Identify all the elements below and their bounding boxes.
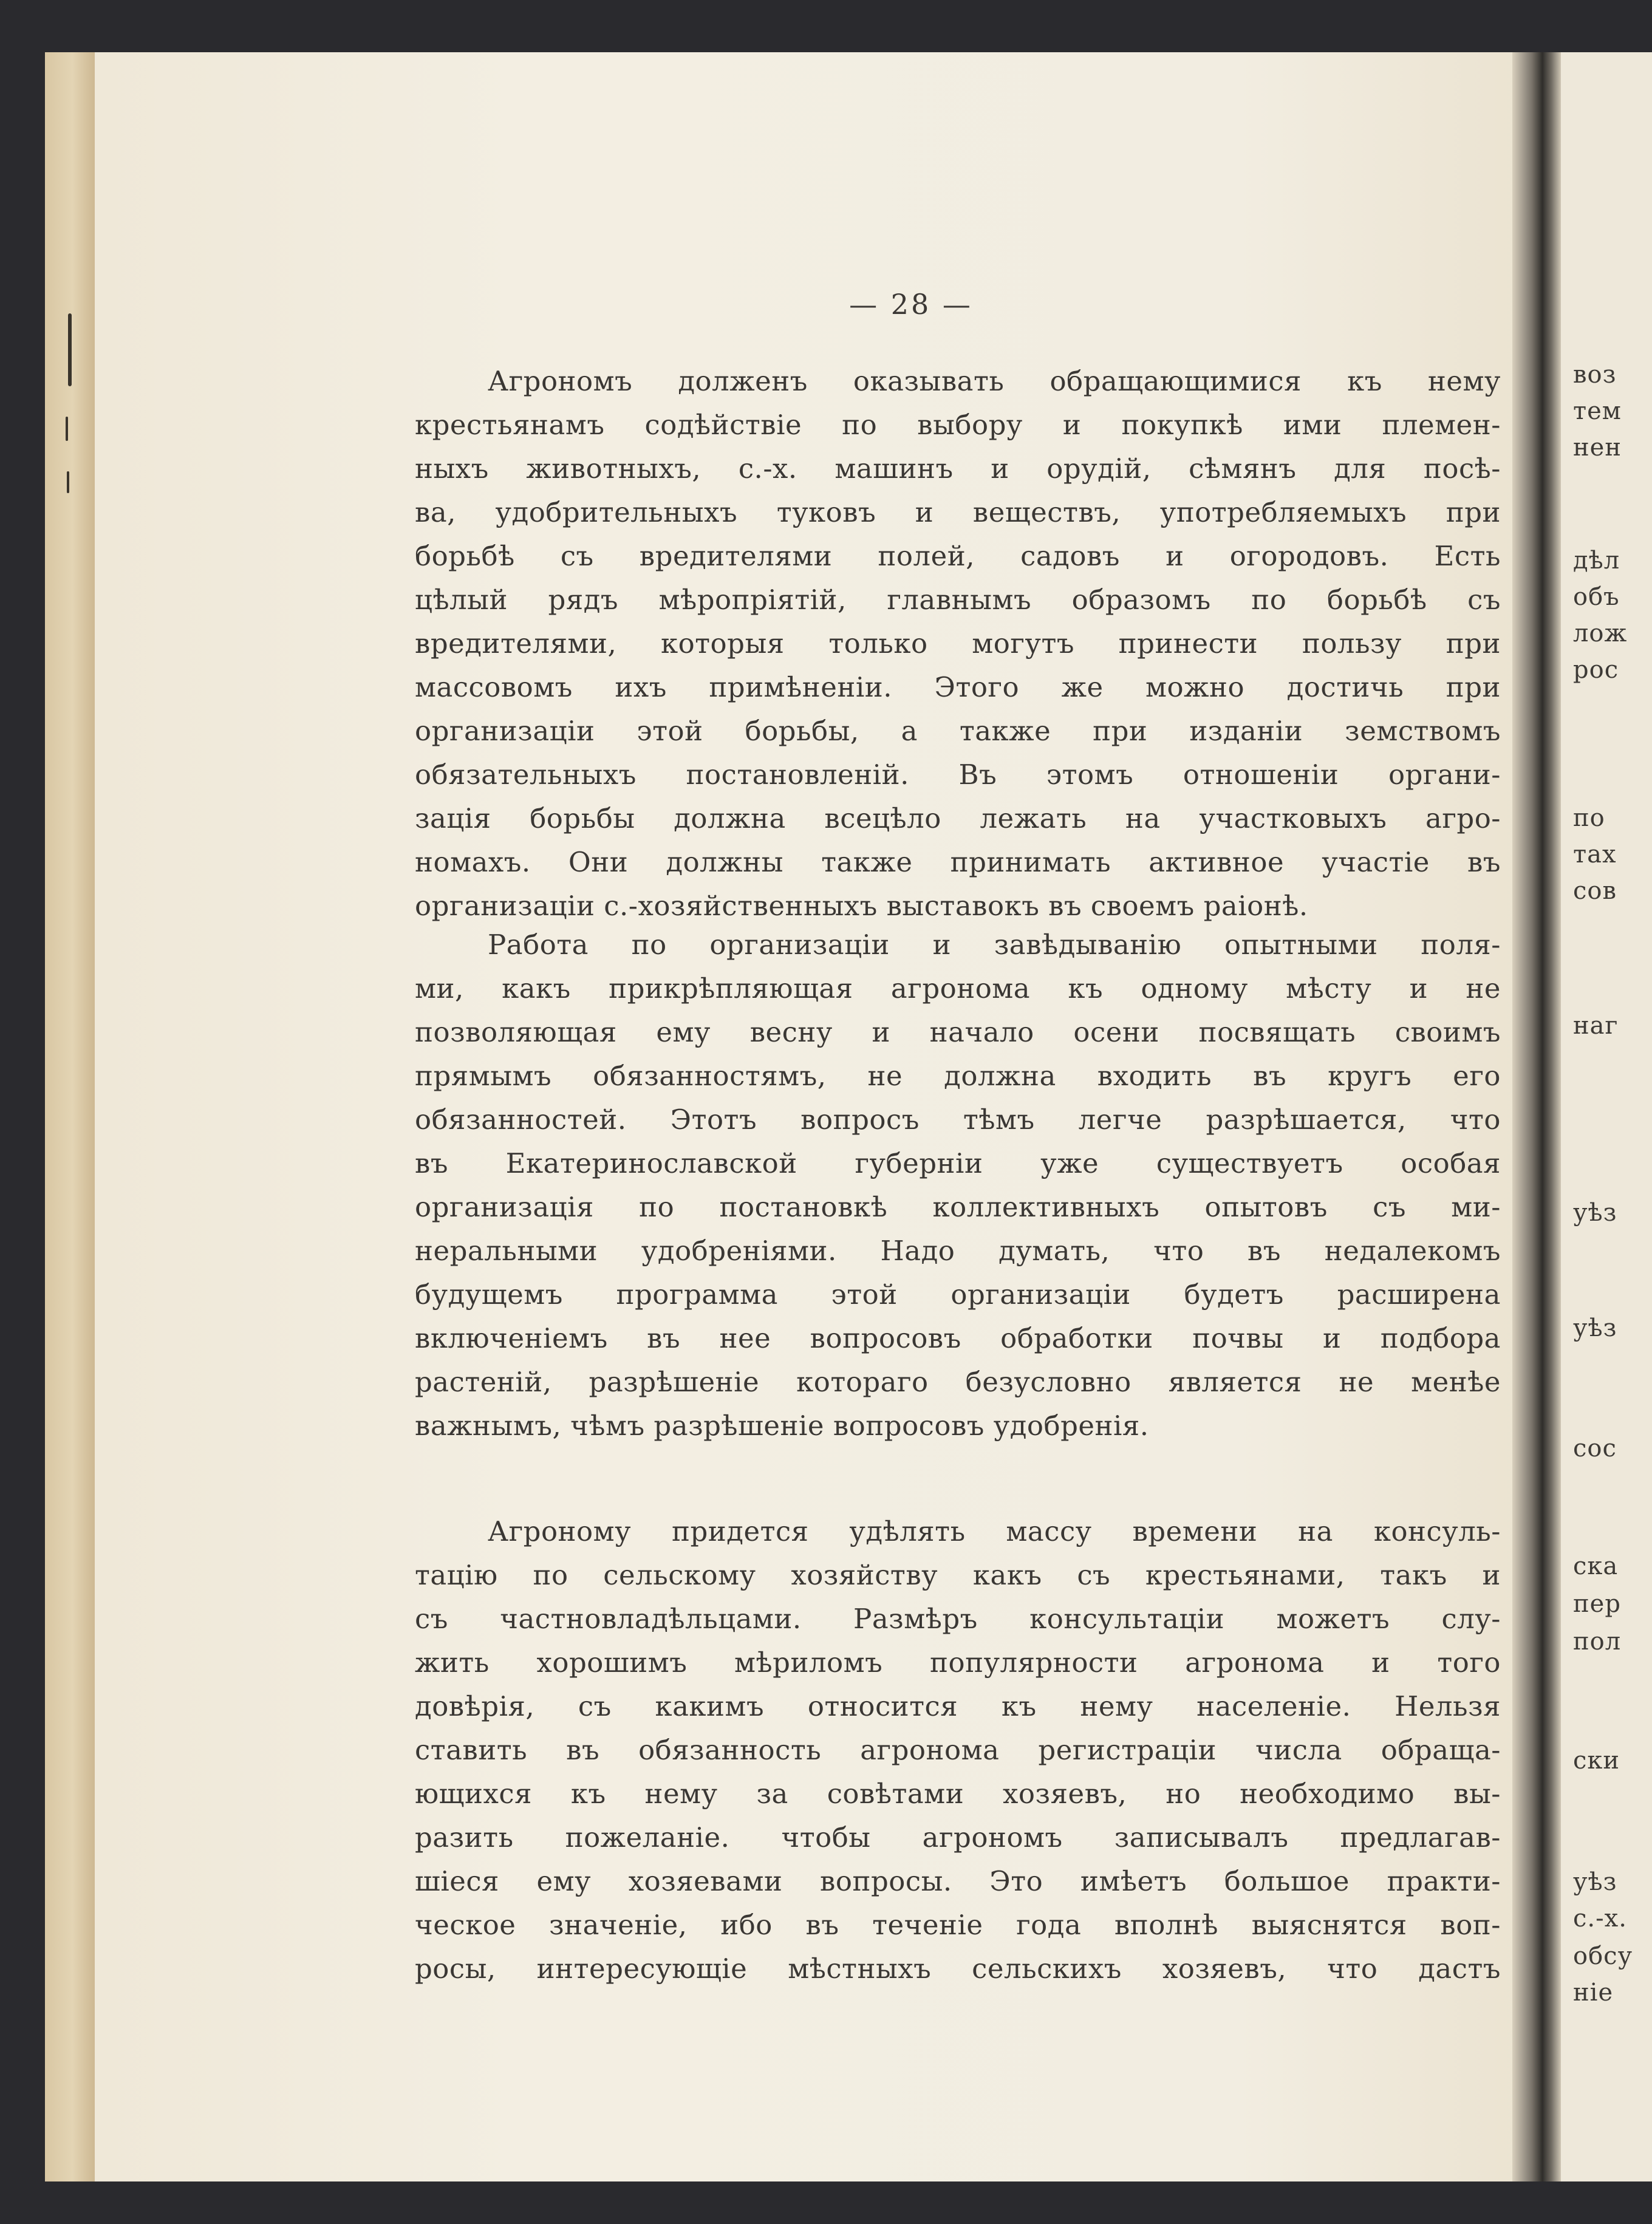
edge-ink-mark xyxy=(68,313,72,386)
paragraph-1 xyxy=(415,360,1501,928)
right-page-fragment-line: лож xyxy=(1573,619,1628,647)
right-page-fragment-line: сов xyxy=(1573,877,1617,905)
text-line: будущемъ программа этой организаціи будетъ расширена xyxy=(415,1278,1501,1311)
text-line: организація по постановкѣ коллективныхъ опытовъ съ ми- xyxy=(415,1191,1501,1223)
text-line: съ частновладѣльцами. Размѣръ консультаціи можетъ слу- xyxy=(415,1603,1501,1635)
text-line: прямымъ обязанностямъ, не должна входить въ кругъ его xyxy=(415,1060,1501,1092)
text-line: зація борьбы должна всецѣло лежать на участковыхъ агро- xyxy=(415,802,1501,834)
right-page-fragment-line: сос xyxy=(1573,1434,1617,1462)
text-line: ми, какъ прикрѣпляющая агронома къ одному мѣсту и не xyxy=(415,972,1501,1005)
text-line: ва, удобрительныхъ туковъ и веществъ, употребляемыхъ при xyxy=(415,496,1501,528)
text-line: вредителями, которыя только могутъ принести пользу при xyxy=(415,627,1501,660)
text-line: ющихся къ нему за совѣтами хозяевъ, но необходимо вы- xyxy=(415,1778,1501,1810)
text-line: важнымъ, чѣмъ разрѣшеніе вопросовъ удобренія. xyxy=(415,1410,1149,1442)
text-line: растеній, разрѣшеніе котораго безусловно является не менѣе xyxy=(415,1366,1501,1398)
text-line: массовомъ ихъ примѣненіи. Этого же можно достичь при xyxy=(415,671,1501,703)
paragraph-2 xyxy=(415,923,1501,1448)
right-page-fragment-line: пер xyxy=(1573,1590,1621,1618)
left-page-edge xyxy=(45,52,95,2181)
right-page-fragment-line: пол xyxy=(1573,1628,1622,1656)
text-line: обязанностей. Этотъ вопросъ тѣмъ легче разрѣшается, что xyxy=(415,1103,1501,1136)
right-page-fragment-line: обсу xyxy=(1573,1942,1633,1970)
text-line: ставить въ обязанность агронома регистраціи числа обраща- xyxy=(415,1734,1501,1766)
edge-ink-mark xyxy=(66,417,68,441)
right-page-fragment-line: уѣз xyxy=(1573,1314,1617,1342)
text-line: обязательныхъ постановленій. Въ этомъ отношеніи органи- xyxy=(415,759,1501,791)
text-line: росы, интересующіе мѣстныхъ сельскихъ хозяевъ, что дастъ xyxy=(415,1953,1501,1985)
right-page-fragment-line: уѣз xyxy=(1573,1199,1617,1227)
right-page-fragment-line: по xyxy=(1573,804,1605,832)
right-page-fragment-line: наг xyxy=(1573,1012,1619,1040)
text-line: Агроному придется удѣлять массу времени на консуль- xyxy=(488,1515,1501,1547)
text-line: жить хорошимъ мѣриломъ популярности агронома и того xyxy=(415,1646,1501,1679)
text-line: позволяющая ему весну и начало осени посвящать своимъ xyxy=(415,1016,1501,1048)
right-page-fragment xyxy=(1561,52,1652,2181)
text-line: шіеся ему хозяевами вопросы. Это имѣетъ большое практи- xyxy=(415,1865,1501,1897)
right-page-fragment-line: тах xyxy=(1573,841,1617,868)
text-line: ческое значеніе, ибо въ теченіе года вполнѣ выяснятся воп- xyxy=(415,1909,1501,1941)
text-line: разить пожеланіе. чтобы агрономъ записывалъ предлагав- xyxy=(415,1821,1501,1854)
text-line: номахъ. Они должны также принимать активное участіе въ xyxy=(415,846,1501,878)
page-number: — 28 — xyxy=(849,288,973,321)
edge-ink-mark xyxy=(67,471,69,493)
text-line: Агрономъ долженъ оказывать обращающимися къ нему xyxy=(488,365,1501,397)
right-page-fragment-line: ски xyxy=(1573,1747,1620,1775)
right-page-fragment-line: дѣл xyxy=(1573,547,1620,575)
right-page-fragment-line: с.-х. xyxy=(1573,1905,1627,1932)
book-gutter xyxy=(1512,52,1561,2181)
right-page-fragment-line: ска xyxy=(1573,1552,1619,1580)
text-line: тацію по сельскому хозяйству какъ съ крестьянами, такъ и xyxy=(415,1559,1501,1591)
text-line: цѣлый рядъ мѣропріятій, главнымъ образомъ по борьбѣ съ xyxy=(415,584,1501,616)
text-line: организаціи с.-хозяйственныхъ выставокъ въ своемъ раіонѣ. xyxy=(415,890,1308,922)
right-page-fragment-line: воз xyxy=(1573,361,1617,389)
right-page-fragment-line: объ xyxy=(1573,583,1620,611)
text-line: организаціи этой борьбы, а также при изданіи земствомъ xyxy=(415,715,1501,747)
right-page-fragment-line: ніе xyxy=(1573,1979,1614,2007)
text-line: крестьянамъ содѣйствіе по выбору и покупкѣ ими племен- xyxy=(415,409,1501,441)
text-line: борьбѣ съ вредителями полей, садовъ и огородовъ. Есть xyxy=(415,540,1501,572)
text-line: Работа по организаціи и завѣдыванію опытными поля- xyxy=(488,929,1501,961)
right-page-fragment-line: нен xyxy=(1573,434,1622,462)
text-line: довѣрія, съ какимъ относится къ нему населеніе. Нельзя xyxy=(415,1690,1501,1722)
text-line: неральными удобреніями. Надо думать, что въ недалекомъ xyxy=(415,1235,1501,1267)
text-line: ныхъ животныхъ, с.-х. машинъ и орудій, сѣмянъ для посѣ- xyxy=(415,452,1501,485)
paragraph-3 xyxy=(415,1510,1501,1991)
right-page-fragment-line: тем xyxy=(1573,397,1622,425)
text-line: въ Екатеринославской губерніи уже существуетъ особая xyxy=(415,1147,1501,1179)
text-line: включеніемъ въ нее вопросовъ обработки почвы и подбора xyxy=(415,1322,1501,1354)
right-page-fragment-line: рос xyxy=(1573,656,1619,684)
right-page-fragment-line: уѣз xyxy=(1573,1868,1617,1896)
